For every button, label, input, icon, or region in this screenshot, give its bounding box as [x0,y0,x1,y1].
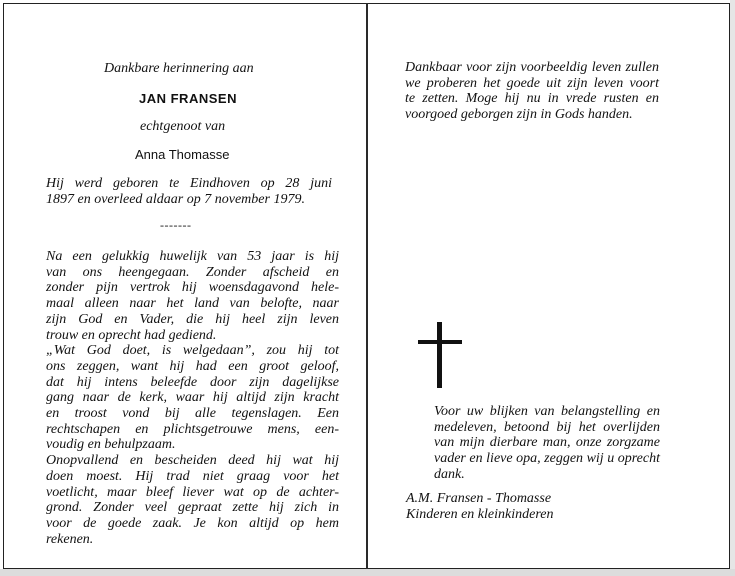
text-line: Hij werd geboren te Eindhoven op 28 juni [46,176,332,191]
signature-name: A.M. Fransen - Thomasse [406,491,552,506]
text-line: ons zeggen, want hij had een groot geloof, [46,358,339,374]
text-line: en troost vond bij alle tegenslagen. Een [46,406,339,422]
text-line: we proberen het goede uit zijn leven voort [405,75,659,91]
text-line: vader en lieve opa, zeggen wij u oprecht [434,451,660,467]
text-line: 1897 en overleed aldaar op 7 november 1979. [46,191,305,207]
signature-family: Kinderen en kleinkinderen [406,507,554,522]
text-line: zijn God en Vader, die hij heel zijn leven [46,311,339,327]
text-line: maal alleen naar het land van belofte, naar [46,296,339,312]
birth-death-paragraph [46,176,332,207]
text-line: voetlicht, maar bleef liever wat op de achter- [46,484,339,500]
deceased-name: JAN FRANSEN [139,91,237,106]
text-line: van mijn dierbare man, onze zorgzame [434,435,660,451]
text-line: grond. Zonder veel gepraat zette hij zich in [46,500,339,516]
text-line: trouw en oprecht had gediend. [46,327,217,343]
divider: ------- [160,218,192,232]
text-line: „Wat God doet, is welgedaan”, zou hij tot [46,343,339,359]
text-line: Voor uw blijken van belangstelling en [434,404,660,419]
text-line: dank. [434,466,465,482]
text-line: van ons heengegaan. Zonder afscheid en [46,264,339,280]
scan-edge-right [730,0,735,576]
text-line: rekenen. [46,531,94,547]
relation-text: echtgenoot van [140,119,226,134]
text-line: dat hij intens beleefde door zijn dagelijkse [46,374,339,390]
life-story-paragraph [46,249,339,547]
latin-cross-icon [418,322,462,390]
text-line: medeleven, betoond bij het overlijden [434,419,660,435]
text-line: rechtschapen en plichtsgetrouwe mens, een- [46,421,339,437]
text-line: te zetten. Moge hij nu in vrede rusten en [405,91,659,107]
text-line: doen moest. Hij trad niet graag voor het [46,468,339,484]
thanks-paragraph [434,404,660,483]
text-line: Dankbaar voor zijn voorbeeldig leven zullen [405,60,659,75]
card-fold-line [366,3,368,569]
text-line: voorgoed geborgen zijn in Gods handen. [405,107,633,123]
spouse-name: Anna Thomasse [135,147,230,162]
scan-edge-bottom [0,569,735,576]
text-line: voor de goede zaak. Je kon altijd op hem [46,515,339,531]
text-line: voudig en behulpzaam. [46,437,176,453]
text-line: gang naar de kerk, waar hij altijd zijn kracht [46,390,339,406]
gratitude-paragraph [405,60,659,123]
text-line: Na een gelukkig huwelijk van 53 jaar is hij [46,249,339,264]
text-line: Onopvallend en bescheiden deed hij wat hij [46,453,339,469]
text-line: zonder pijn vertrok hij woensdagavond hele- [46,280,339,296]
intro-text: Dankbare herinnering aan [104,61,254,76]
